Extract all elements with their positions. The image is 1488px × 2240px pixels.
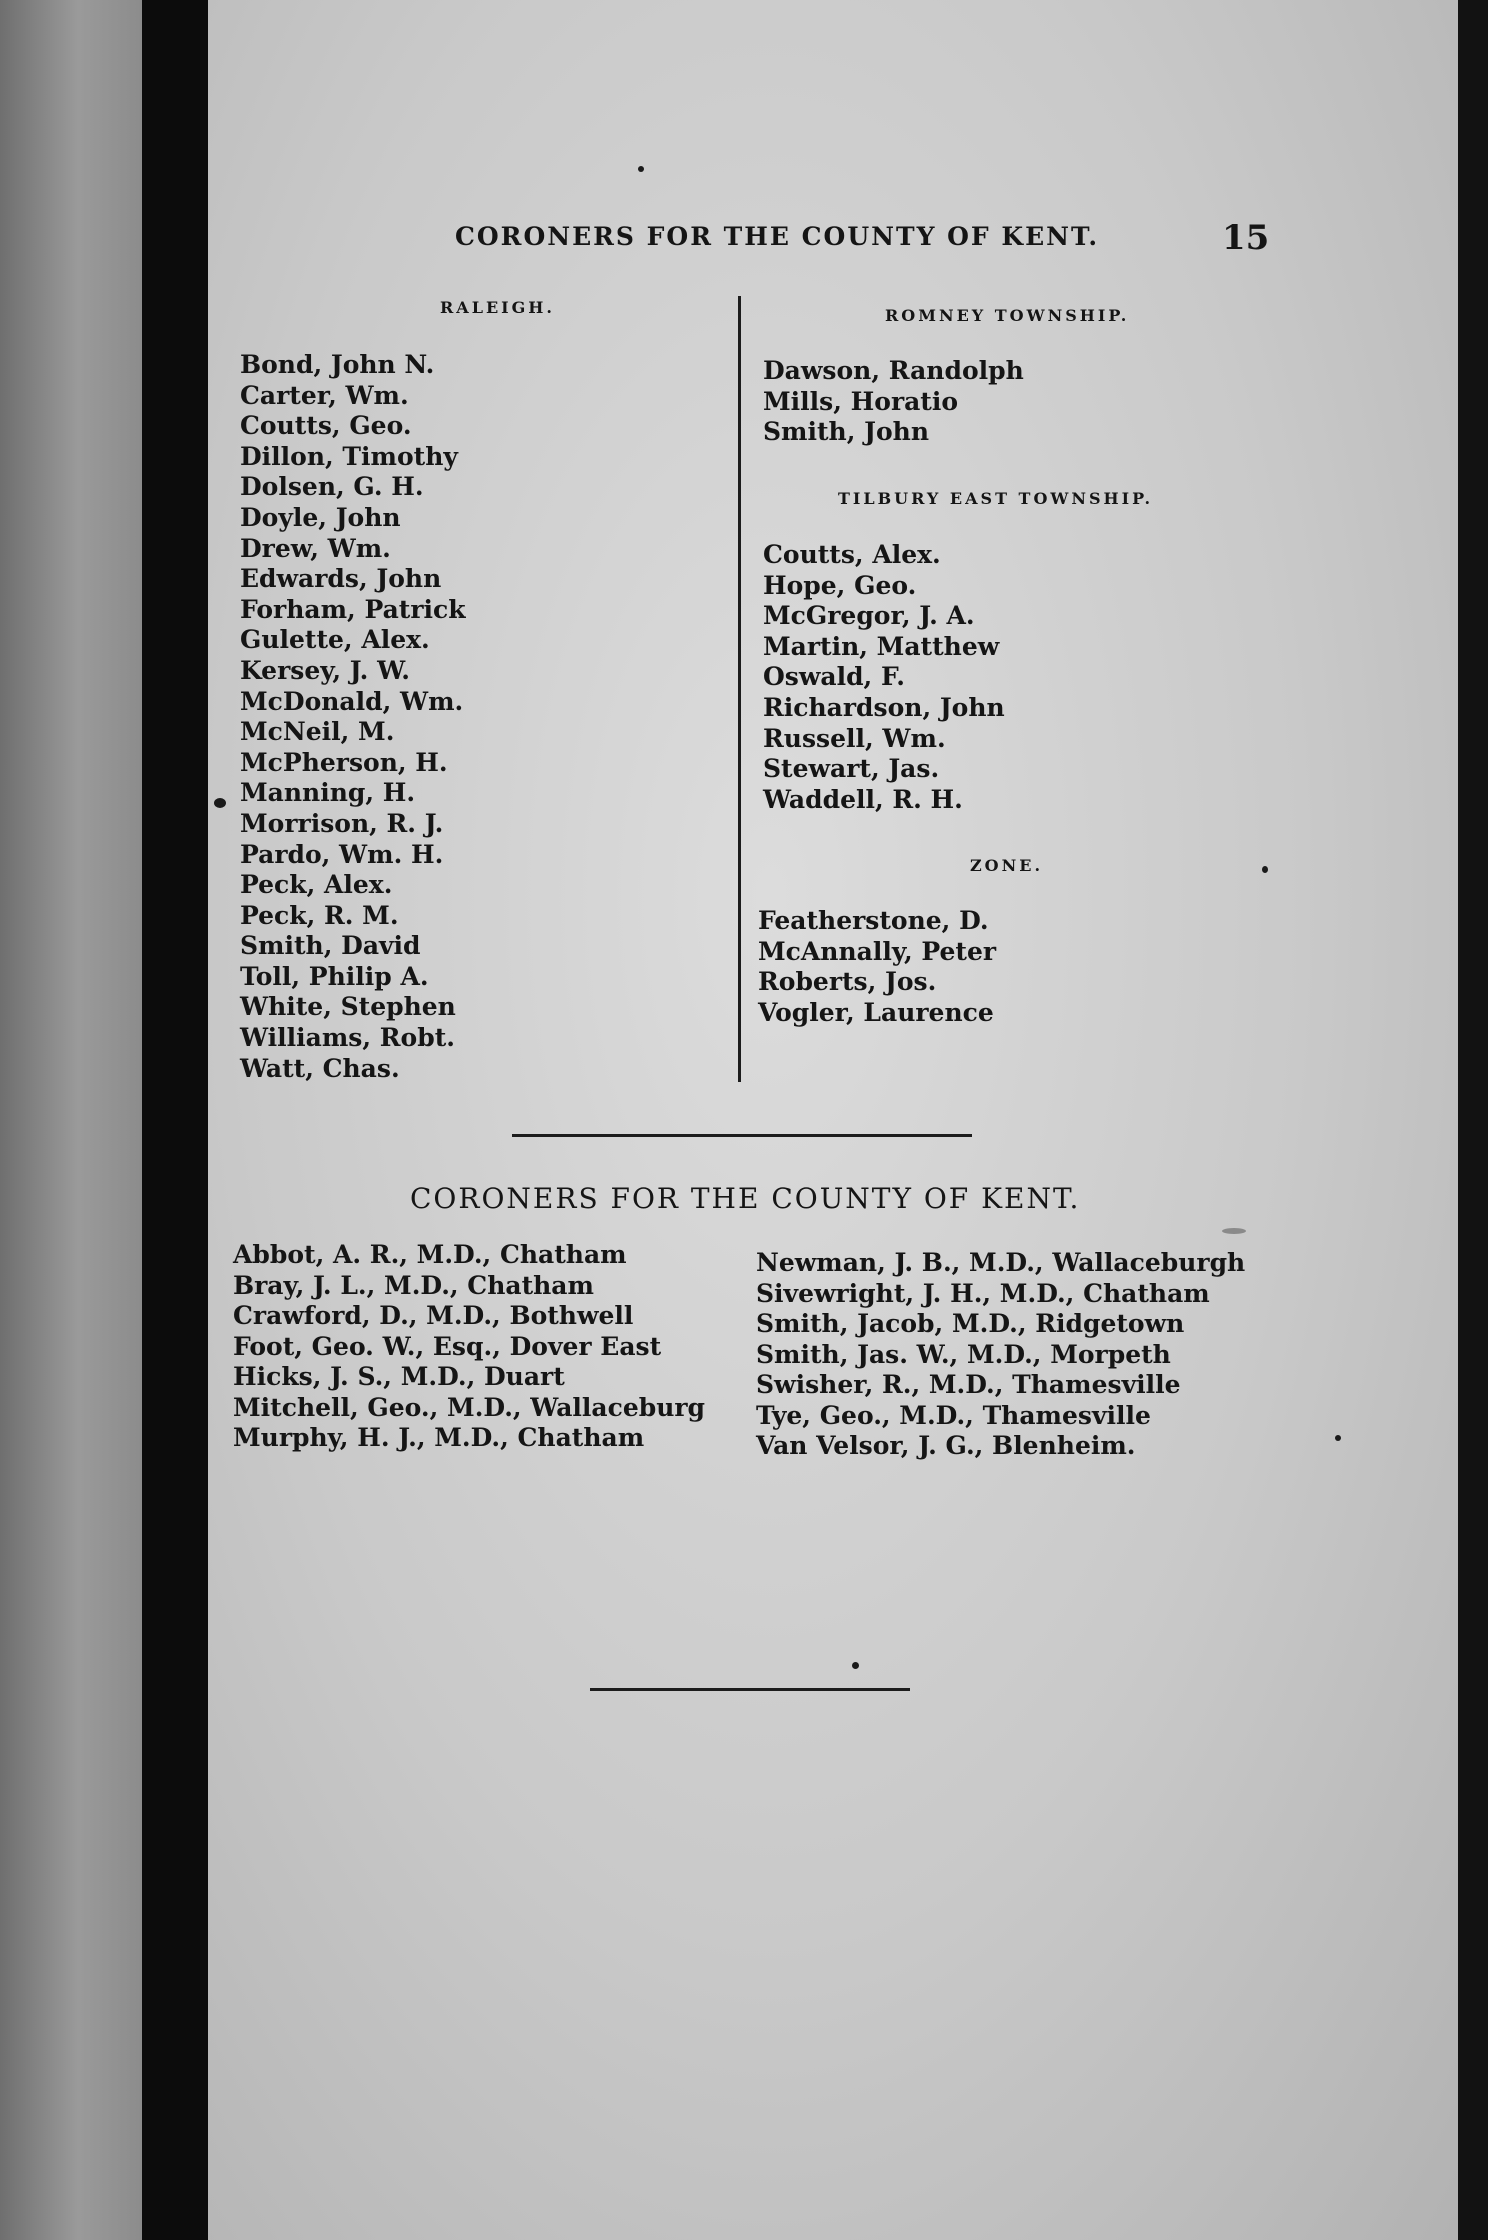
list-item: Martin, Matthew [763,631,1000,661]
list-item: Forham, Patrick [240,594,466,624]
list-item: Dolsen, G. H. [240,472,424,502]
list-item: Coutts, Geo. [240,411,412,441]
raleigh-heading: RALEIGH. [440,298,555,317]
list-item: Mills, Horatio [763,386,959,416]
list-item: Russell, Wm. [763,723,946,753]
list-item: Gulette, Alex. [240,625,430,655]
paper-flaw [1222,1228,1246,1234]
coroner-entry: Crawford, D., M.D., Bothwell [233,1301,634,1330]
list-item: Richardson, John [763,692,1005,722]
coroner-entry: Abbot, A. R., M.D., Chatham [233,1240,627,1269]
list-item: Toll, Philip A. [240,961,429,991]
ink-speck [1335,1435,1341,1441]
ink-speck [852,1662,859,1669]
coroner-entry: Hicks, J. S., M.D., Duart [233,1362,565,1391]
coroner-entry: Foot, Geo. W., Esq., Dover East [233,1331,662,1361]
zone-heading: ZONE. [970,856,1044,875]
coroner-entry: Smith, Jacob, M.D., Ridgetown [756,1309,1185,1338]
coroners-title: CORONERS FOR THE COUNTY OF KENT. [410,1182,1081,1215]
page-number: 15 [1222,218,1270,258]
ink-speck [638,166,644,172]
romney-heading: ROMNEY TOWNSHIP. [885,306,1130,325]
list-item: White, Stephen [240,992,456,1022]
list-item: McDonald, Wm. [240,686,464,716]
raleigh-list [240,350,466,1084]
running-header: CORONERS FOR THE COUNTY OF KENT. [455,222,1100,251]
list-item: Peck, Alex. [240,870,393,900]
coroner-entry: Sivewright, J. H., M.D., Chatham [756,1278,1210,1308]
list-item: McPherson, H. [240,747,448,777]
list-item: Coutts, Alex. [763,540,941,569]
list-item: Carter, Wm. [240,380,409,410]
ink-blot [214,798,226,808]
list-item: Dawson, Randolph [763,356,1024,385]
list-item: Waddell, R. H. [763,784,963,814]
list-item: Oswald, F. [763,662,905,692]
list-item: Smith, David [240,931,421,961]
list-item: Peck, R. M. [240,900,399,930]
list-item: Featherstone, D. [758,906,989,935]
list-item: Doyle, John [240,502,401,532]
coroner-entry: Smith, Jas. W., M.D., Morpeth [756,1339,1171,1369]
tilbury-east-heading: TILBURY EAST TOWNSHIP. [838,489,1154,508]
coroner-entry: Bray, J. L., M.D., Chatham [233,1270,594,1300]
coroner-entry: Tye, Geo., M.D., Thamesville [756,1400,1151,1430]
page [208,0,1458,2240]
list-item: Morrison, R. J. [240,808,444,838]
book-gutter [142,0,208,2240]
coroner-entry: Swisher, R., M.D., Thamesville [756,1370,1181,1399]
list-item: McAnnally, Peter [758,936,997,966]
coroners-right-list [756,1248,1245,1462]
zone-list [758,906,996,1028]
list-item: Bond, John N. [240,350,435,379]
list-item: Roberts, Jos. [758,967,937,997]
list-item: Smith, John [763,417,929,447]
list-item: Watt, Chas. [240,1053,400,1083]
scan-border [1458,0,1488,2240]
coroners-left-list [233,1240,705,1454]
coroner-entry: Van Velsor, J. G., Blenheim. [756,1431,1136,1460]
list-item: Vogler, Laurence [758,997,994,1027]
list-item: Pardo, Wm. H. [240,839,444,869]
list-item: Williams, Robt. [240,1023,455,1053]
column-divider [738,296,741,1082]
romney-list [763,356,1024,448]
list-item: Drew, Wm. [240,533,391,563]
end-rule [590,1688,910,1691]
facing-page-edge [0,0,142,2240]
ink-speck [1262,866,1268,873]
list-item: Manning, H. [240,778,416,808]
coroner-entry: Newman, J. B., M.D., Wallaceburgh [756,1248,1246,1277]
tilbury-east-list [763,540,1005,815]
list-item: McNeil, M. [240,717,395,747]
coroner-entry: Mitchell, Geo., M.D., Wallaceburg [233,1392,706,1422]
list-item: McGregor, J. A. [763,601,975,631]
list-item: Dillon, Timothy [240,441,458,471]
list-item: Hope, Geo. [763,570,917,600]
list-item: Stewart, Jas. [763,754,940,784]
coroner-entry: Murphy, H. J., M.D., Chatham [233,1423,645,1452]
list-item: Edwards, John [240,564,442,594]
section-rule [512,1134,972,1137]
list-item: Kersey, J. W. [240,655,410,685]
